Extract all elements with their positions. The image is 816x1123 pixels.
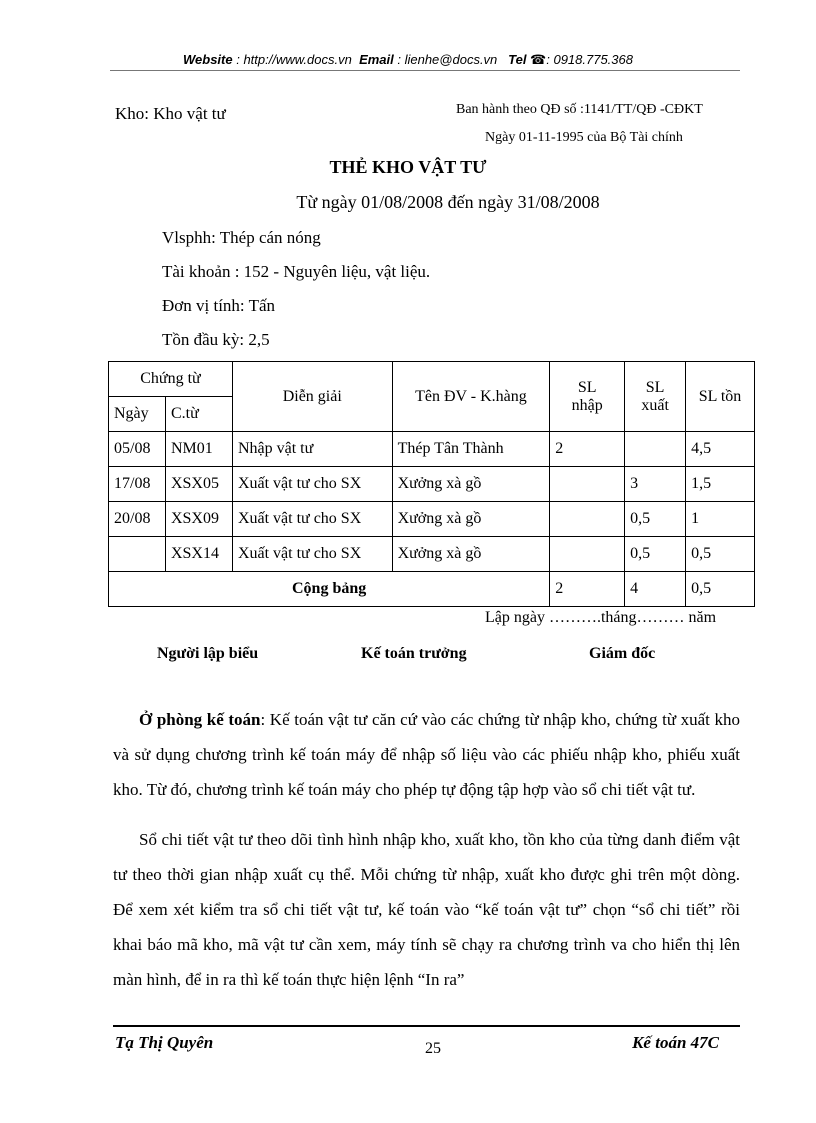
cell-ton: 1 bbox=[686, 502, 755, 537]
cell-ngay: 17/08 bbox=[109, 467, 166, 502]
page-header bbox=[0, 52, 816, 68]
header-ten-dv: Tên ĐV - K.hàng bbox=[392, 362, 550, 432]
cell-ten: Thép Tân Thành bbox=[392, 432, 550, 467]
total-label: Cộng bảng bbox=[109, 572, 550, 607]
total-nhap: 2 bbox=[550, 572, 625, 607]
cell-ctu: NM01 bbox=[165, 432, 232, 467]
date-range: Từ ngày 01/08/2008 đến ngày 31/08/2008 bbox=[296, 192, 600, 212]
cell-xuat: 3 bbox=[625, 467, 686, 502]
header-dien-giai: Diễn giải bbox=[232, 362, 392, 432]
cell-xuat bbox=[625, 432, 686, 467]
cell-ton: 4,5 bbox=[686, 432, 755, 467]
document-title: THẺ KHO VẬT TƯ bbox=[329, 157, 487, 177]
table-row bbox=[109, 432, 755, 467]
cell-ngay: 05/08 bbox=[109, 432, 166, 467]
footer-class: Kế toán 47C bbox=[632, 1033, 719, 1052]
cell-dien-giai: Nhập vật tư bbox=[232, 432, 392, 467]
website-url[interactable]: : http://www.docs.vn bbox=[232, 52, 352, 67]
table-header-row bbox=[109, 362, 755, 397]
cell-dien-giai: Xuất vật tư cho SX bbox=[232, 537, 392, 572]
regulation-line-1: Ban hành theo QĐ số :1141/TT/QĐ -CĐKT bbox=[456, 102, 703, 117]
cell-ctu: XSX05 bbox=[165, 467, 232, 502]
stock-card-table bbox=[108, 361, 755, 607]
cell-dien-giai: Xuất vật tư cho SX bbox=[232, 502, 392, 537]
header-sl-nhap: SL nhập bbox=[550, 362, 625, 432]
account-line: Tài khoản : 152 - Nguyên liệu, vật liệu. bbox=[162, 262, 431, 281]
date-signed-line: Lập ngày ……….tháng……… năm bbox=[485, 609, 717, 626]
opening-balance: Tồn đầu kỳ: 2,5 bbox=[162, 330, 270, 349]
cell-ngay: 20/08 bbox=[109, 502, 166, 537]
footer-author: Tạ Thị Quyên bbox=[115, 1033, 214, 1052]
table-row bbox=[109, 537, 755, 572]
header-sl-xuat: SL xuất bbox=[625, 362, 686, 432]
header-divider bbox=[110, 70, 740, 71]
signature-chief-accountant: Kế toán trưởng bbox=[361, 645, 467, 662]
cell-ten: Xưởng xà gồ bbox=[392, 502, 550, 537]
cell-dien-giai: Xuất vật tư cho SX bbox=[232, 467, 392, 502]
cell-ten: Xưởng xà gồ bbox=[392, 467, 550, 502]
email-label: Email bbox=[359, 52, 394, 67]
material-name: Vlsphh: Thép cán nóng bbox=[162, 228, 321, 247]
cell-ten: Xưởng xà gồ bbox=[392, 537, 550, 572]
table-total-row bbox=[109, 572, 755, 607]
regulation-line-2: Ngày 01-11-1995 của Bộ Tài chính bbox=[485, 130, 683, 145]
cell-xuat: 0,5 bbox=[625, 537, 686, 572]
footer-divider bbox=[113, 1025, 740, 1027]
cell-ton: 0,5 bbox=[686, 537, 755, 572]
header-ctu: C.từ bbox=[165, 397, 232, 432]
website-label: Website bbox=[183, 52, 233, 67]
header-sl-ton: SL tồn bbox=[686, 362, 755, 432]
paragraph-1-text: : Kế toán vật tư căn cứ vào các chứng từ nhập kho, chứng từ xuất kho và sử dụng chương trình kế toán máy để nhập số liệu vào các phiếu nhập kho, phiếu xuất kho. Từ đó, chương trình kế toán máy cho phép tự động tập hợp vào sổ chi tiết vật tư. bbox=[113, 710, 740, 799]
table-row bbox=[109, 502, 755, 537]
cell-ton: 1,5 bbox=[686, 467, 755, 502]
unit-line: Đơn vị tính: Tấn bbox=[162, 296, 276, 315]
cell-ctu: XSX14 bbox=[165, 537, 232, 572]
email-address[interactable]: : lienhe@docs.vn bbox=[393, 52, 498, 67]
cell-ngay bbox=[109, 537, 166, 572]
cell-nhap bbox=[550, 467, 625, 502]
warehouse-label: Kho: Kho vật tư bbox=[115, 104, 226, 123]
signature-preparer: Người lập biểu bbox=[157, 645, 259, 662]
table-row bbox=[109, 467, 755, 502]
total-xuat: 4 bbox=[625, 572, 686, 607]
cell-nhap bbox=[550, 537, 625, 572]
cell-ctu: XSX09 bbox=[165, 502, 232, 537]
page-number: 25 bbox=[425, 1040, 441, 1057]
header-ngay: Ngày bbox=[109, 397, 166, 432]
paragraph-1 bbox=[113, 702, 740, 807]
cell-xuat: 0,5 bbox=[625, 502, 686, 537]
body-text bbox=[113, 702, 740, 1012]
paragraph-2: Sổ chi tiết vật tư theo dõi tình hình nhập kho, xuất kho, tồn kho của từng danh điểm vật tư theo thời gian nhập xuất cụ thể. Mỗi chứng từ nhập, xuất kho được ghi trên một dòng. Để xem xét kiểm tra sổ chi tiết vật tư, kế toán vào “kế toán vật tư” chọn “sổ chi tiết” rồi khai báo mã kho, mã vật tư cần xem, máy tính sẽ chạy ra chương trình va cho hiển thị lên màn hình, để in ra thì kế toán thực hiện lệnh “In ra” bbox=[113, 830, 740, 989]
tel-number: : 0918.775.368 bbox=[546, 52, 633, 67]
tel-label: Tel ☎ bbox=[508, 52, 547, 67]
paragraph-1-lead: Ở phòng kế toán bbox=[139, 710, 261, 729]
cell-nhap bbox=[550, 502, 625, 537]
signature-director: Giám đốc bbox=[589, 645, 656, 662]
total-ton: 0,5 bbox=[686, 572, 755, 607]
cell-nhap: 2 bbox=[550, 432, 625, 467]
header-chung-tu: Chứng từ bbox=[109, 362, 233, 397]
